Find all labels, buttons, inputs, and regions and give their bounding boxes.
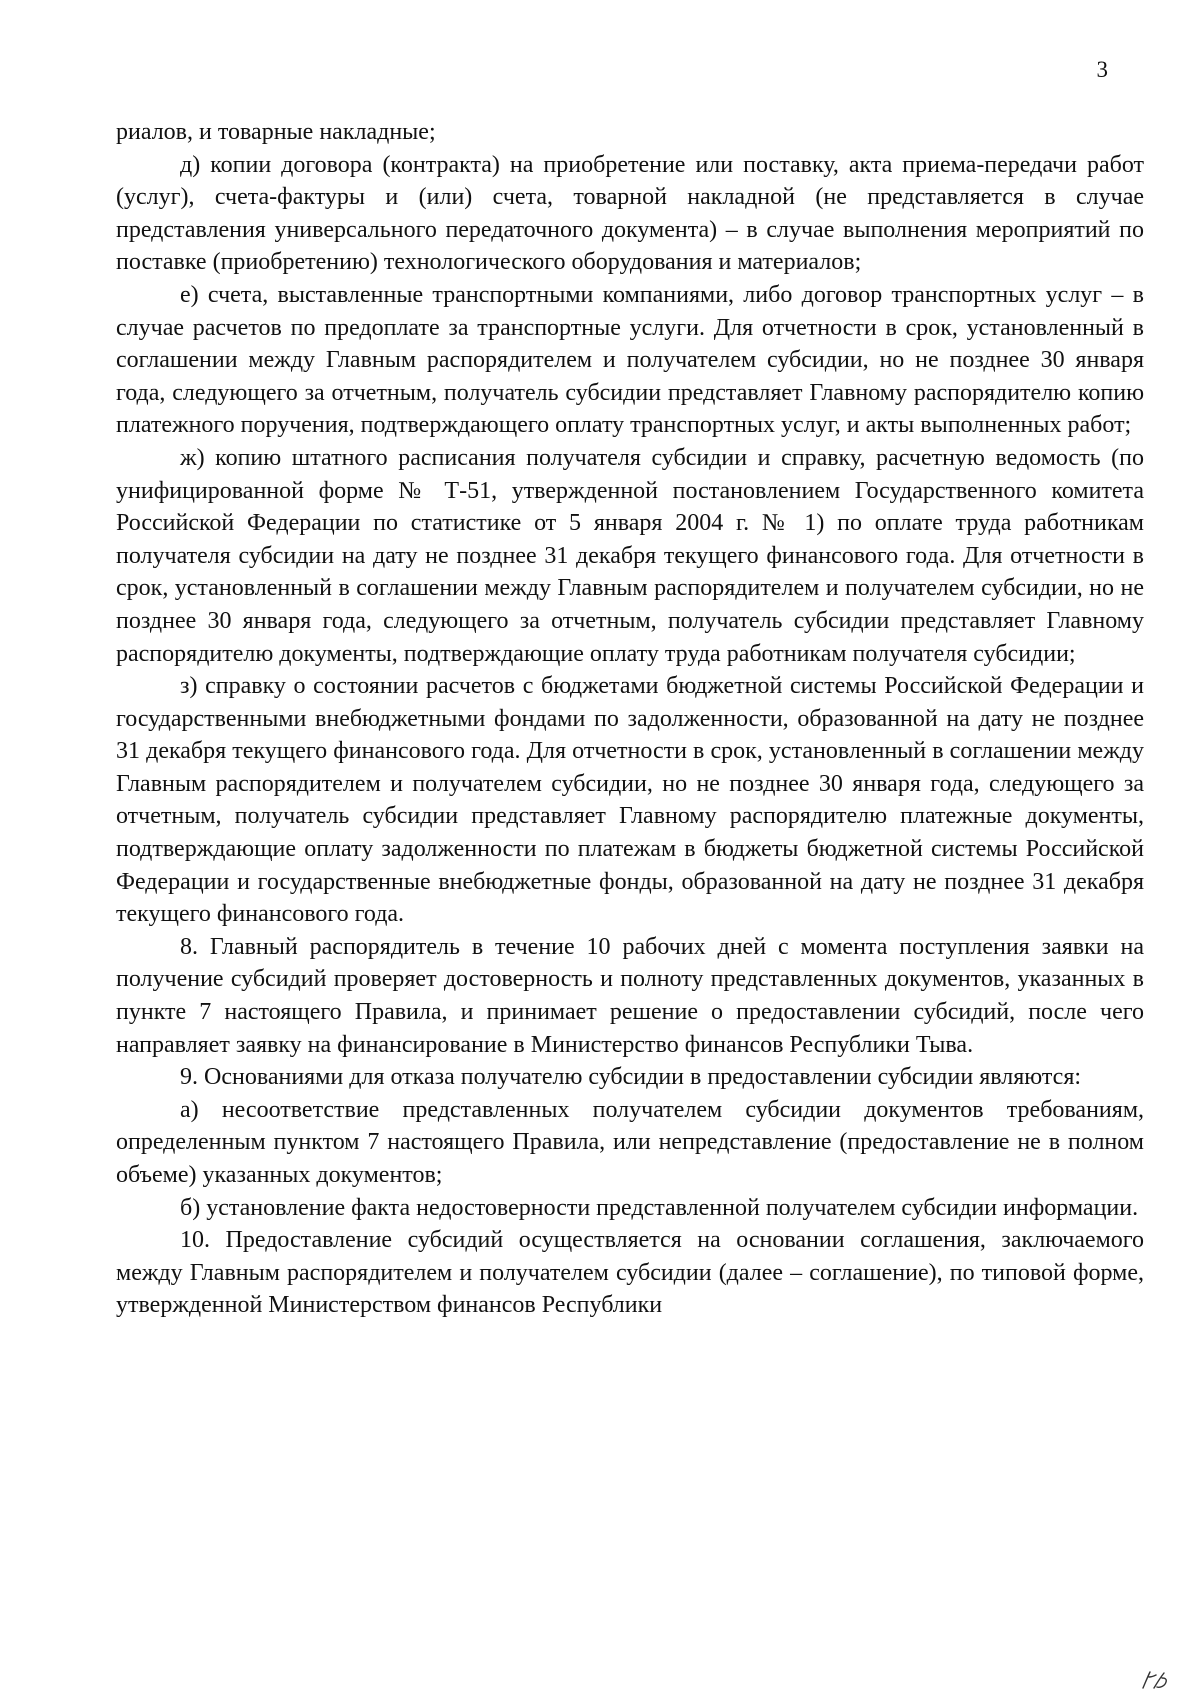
paragraph-item-z: з) справку о состоянии расчетов с бюджетами бюджетной системы Российской Федерации и государственными внебюджетными фондами по задолженности, образованной на дату не позднее 31 декабря текущего финансового года. Для отчетности в срок, установленный в соглашении между Главным распорядителем и получателем субсидии, но не позднее 30 января года, следующего за отчетным, получатель субсидии представляет Главному распорядителю платежные документы, подтверждающие оплату задолженности по платежам в бюджеты бюджетной системы Российской Федерации и государственные внебюджетные фонды, образованной на дату не позднее 31 декабря текущего финансового года.: [116, 673, 1144, 928]
page-number: 3: [1096, 57, 1108, 82]
handwritten-mark: [1140, 1669, 1170, 1691]
paragraph-clause-9: 9. Основаниями для отказа получателю субсидии в предоставлении субсидии являются:: [180, 1064, 1082, 1091]
paragraph-item-b: б) установление факта недостоверности представленной получателем субсидии информации.: [180, 1194, 1139, 1221]
paragraph-item-a: а) несоответствие представленных получателем субсидии документов требованиям, определенным пунктом 7 настоящего Правила, или непредставление (предоставление не в полном объеме) указанных документов;: [116, 1096, 1144, 1188]
paragraph-continuation: риалов, и товарные накладные;: [116, 119, 436, 145]
document-body: [116, 116, 1144, 1322]
paragraph-item-zh: ж) копию штатного расписания получателя субсидии и справку, расчетную ведомость (по унифицированной форме № Т-51, утвержденной постановлением Государственного комитета Российской Федерации по статистике от 5 января 2004 г. № 1) по оплате труда работникам получателя субсидии на дату не позднее 31 декабря текущего финансового года. Для отчетности в срок, установленный в соглашении между Главным распорядителем и получателем субсидии, но не позднее 30 января года, следующего за отчетным, получатель субсидии представляет Главному распорядителю документы, подтверждающие оплату труда работникам получателя субсидии;: [116, 444, 1144, 667]
paragraph-item-e: е) счета, выставленные транспортными компаниями, либо договор транспортных услуг – в случае расчетов по предоплате за транспортные услуги. Для отчетности в срок, установленный в соглашении между Главным распорядителем и получателем субсидии, но не позднее 30 января года, следующего за отчетным, получатель субсидии представляет Главному распорядителю копию платежного поручения, подтверждающего оплату транспортных услуг, и акты выполненных работ;: [116, 281, 1144, 439]
paragraph-clause-10: 10. Предоставление субсидий осуществляется на основании соглашения, заключаемого между Главным распорядителем и получателем субсидии (далее – соглашение), по типовой форме, утвержденной Министерством финансов Республики: [116, 1227, 1144, 1319]
paragraph-item-d: д) копии договора (контракта) на приобретение или поставку, акта приема-передачи работ (услуг), счета-фактуры и (или) счета, товарной накладной (не представляется в случае представления универсального передаточного документа) – в случае выполнения мероприятий по поставке (приобретению) технологического оборудования и материалов;: [116, 151, 1144, 276]
paragraph-clause-8: 8. Главный распорядитель в течение 10 рабочих дней с момента поступления заявки на получение субсидий проверяет достоверность и полноту представленных документов, указанных в пункте 7 настоящего Правила, и принимает решение о предоставлении субсидий, после чего направляет заявку на финансирование в Министерство финансов Республики Тыва.: [116, 933, 1144, 1058]
